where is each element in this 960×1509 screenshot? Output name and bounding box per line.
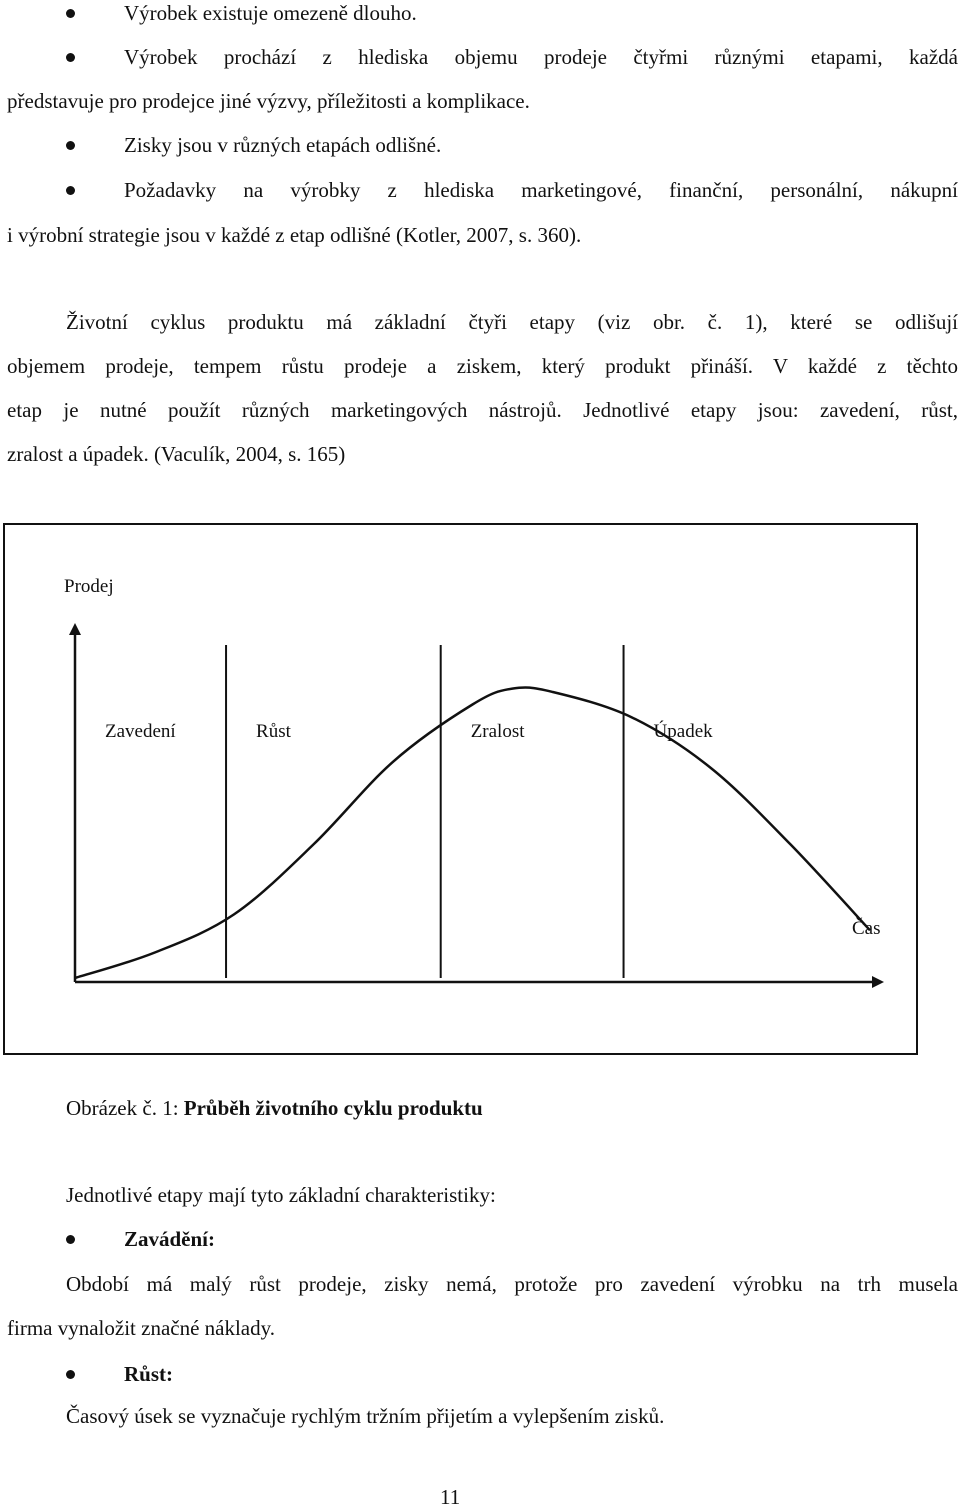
product-lifecycle-chart xyxy=(0,520,960,1060)
stage-label: Růst xyxy=(256,721,291,742)
caption-prefix: Obrázek č. 1: xyxy=(66,1096,184,1120)
bullet-marker xyxy=(66,9,75,18)
stage-text-zavadeni-1: Období má malý růst prodeje, zisky nemá, protože pro zavedení výrobku na trh musela xyxy=(66,1272,958,1296)
stage-label: Zralost xyxy=(470,721,525,742)
bullet-text-3: Zisky jsou v různých etapách odlišné. xyxy=(124,133,442,157)
paragraph-line-1: Životní cyklus produktu má základní čtyři etapy (viz obr. č. 1), které se odlišují xyxy=(66,310,958,334)
paragraph-line-3: etap je nutné použít různých marketingových nástrojů. Jednotlivé etapy jsou: zavedení, růst, xyxy=(7,398,958,422)
bullet-marker xyxy=(66,1235,75,1244)
stage-text-zavadeni-2: firma vynaložit značné náklady. xyxy=(7,1316,276,1340)
bullet-marker xyxy=(66,186,75,195)
bullet-text-2-continuation: představuje pro prodejce jiné výzvy, příležitosti a komplikace. xyxy=(7,89,530,113)
intro-text: Jednotlivé etapy mají tyto základní charakteristiky: xyxy=(66,1183,496,1207)
stage-label: Úpadek xyxy=(653,721,713,742)
paragraph-line-4: zralost a úpadek. (Vaculík, 2004, s. 165) xyxy=(7,442,346,466)
stage-label: Zavedení xyxy=(105,721,176,742)
chart-frame xyxy=(4,524,917,1054)
caption-title: Průběh životního cyklu produktu xyxy=(183,1096,483,1120)
bullet-marker xyxy=(66,1370,75,1379)
page-number: 11 xyxy=(440,1485,461,1509)
stage-text-rust-1: Časový úsek se vyznačuje rychlým tržním přijetím a vylepšením zisků. xyxy=(66,1404,665,1428)
bullet-marker xyxy=(66,53,75,62)
figure-caption xyxy=(66,1098,483,1119)
bullet-text-4-continuation: i výrobní strategie jsou v každé z etap odlišné (Kotler, 2007, s. 360). xyxy=(7,223,582,247)
bullet-marker xyxy=(66,141,75,150)
y-axis-label: Prodej xyxy=(64,576,114,597)
bullet-text-4: Požadavky na výrobky z hlediska marketingové, finanční, personální, nákupní xyxy=(124,178,958,202)
paragraph-line-2: objemem prodeje, tempem růstu prodeje a ziskem, který produkt přináší. V každé z těchto xyxy=(7,354,958,378)
bullet-text-2: Výrobek prochází z hlediska objemu prodeje čtyřmi různými etapami, každá xyxy=(124,45,958,69)
stage-heading-rust: Růst: xyxy=(124,1362,174,1386)
x-axis-label: Čas xyxy=(852,918,881,939)
stage-heading-zavadeni: Zavádění: xyxy=(124,1227,216,1251)
bullet-text-1: Výrobek existuje omezeně dlouho. xyxy=(124,1,417,25)
